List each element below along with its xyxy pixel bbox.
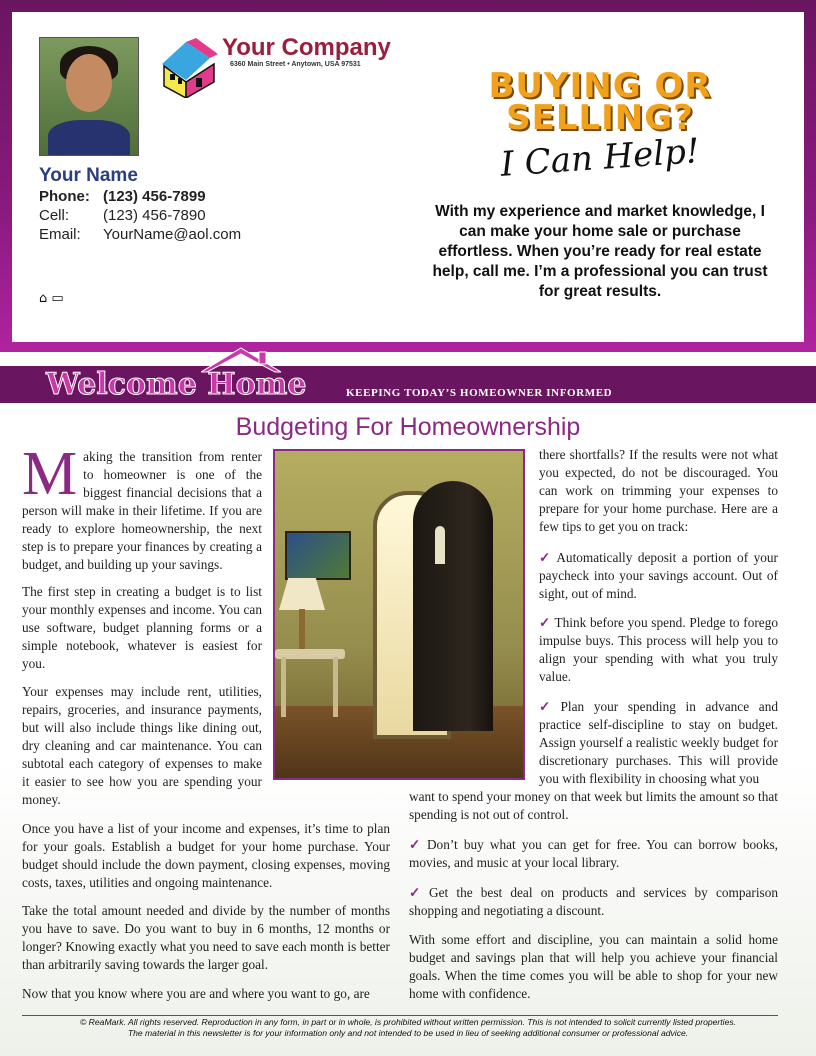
footer-divider [22, 1015, 778, 1016]
paragraph-1 [22, 440, 262, 574]
pitch-text: With my experience and market knowledge, I can make your home sale or purchase effortless. When you’re ready for real estate help, call me. I’m a professional you can trust for great results. [432, 203, 768, 300]
contact-cell [39, 207, 206, 224]
compliance-icons [39, 291, 64, 306]
tip-4 [409, 836, 778, 872]
tip-5 [409, 884, 778, 920]
contact-email [39, 226, 241, 243]
headline-script: I Can Help! [499, 131, 701, 185]
contact-value: (123) 456-7899 [103, 188, 206, 205]
paragraph-6: Now that you know where you are and where you want to go, are [22, 986, 370, 1001]
paragraph-3: Your expenses may include rent, utilities, repairs, groceries, and insurance payments, but will also include things like dining out, dry cleaning and car maintenance. You can subtotal each category of expenses to make it easier to see how you are spending your money. [22, 684, 262, 807]
contact-label: Cell: [39, 207, 70, 224]
contact-phone [39, 188, 206, 205]
doorway-photo [273, 449, 525, 780]
check-icon: ✓ [539, 615, 551, 630]
closing-paragraph: With some effort and discipline, you can maintain a solid home budget and savings plan that will help you achieve your financial goals. When the time comes you will be able to shop for your new home with confidence. [409, 932, 778, 1001]
tip-text: Get the best deal on products and services by comparison shopping and negotiating a discount. [409, 885, 778, 918]
newsletter-tagline: KEEPING TODAY’S HOMEOWNER INFORMED [346, 387, 613, 399]
article-title: Budgeting For Homeownership [235, 413, 581, 441]
tip-3 [539, 698, 778, 788]
check-icon: ✓ [409, 837, 423, 852]
equal-housing-icon: ⌂ [39, 291, 48, 306]
tip-text: Automatically deposit a portion of your paycheck into your savings account. Out of sight, out of mind. [539, 550, 778, 601]
paragraph-text: aking the transition from renter to homeowner is one of the biggest financial decisions that a person will make in their lifetime. If you are ready to explore homeownership, the next step is to prepare your finances by creating a budget, and building up your savings. [22, 449, 262, 572]
contact-label: Phone: [39, 188, 90, 205]
headline-line-2: SELLING? [506, 98, 694, 138]
newsletter-logo: Welcome Home [46, 367, 307, 402]
agent-name: Your Name [39, 165, 138, 186]
contact-value: YourName@aol.com [103, 226, 242, 243]
paragraph-5: Take the total amount needed and divide by the number of months you have to save. Do you want to buy in 6 months, 12 months or longer? Knowing exactly what you need to save each month is better than arbitrarily saving towards the larger goal. [22, 903, 390, 972]
company-address: 6360 Main Street • Anytown, USA 97531 [230, 61, 361, 68]
footer-line-2: The material in this newsletter is for your information only and not intended to be used in lieu of seeking additional consumer or professional advice. [127, 1028, 689, 1038]
drop-cap: M [22, 440, 78, 508]
tip-2 [539, 614, 778, 686]
headline [440, 66, 760, 138]
realtor-icon: ▭ [51, 291, 64, 306]
company-name: Your Company [222, 34, 391, 61]
company-logo-icon [156, 36, 222, 98]
paragraph-right-1: there shortfalls? If the results were not what you expected, do not be discouraged. You can work on trimming your expenses to prepare for your home purchase. Here are a few tips to get you on track: [539, 447, 778, 534]
tip-3-continued: want to spend your money on that week but limits the amount so that spending is not out of control. [409, 789, 778, 822]
footer-disclaimer [0, 1017, 816, 1039]
contact-label: Email: [39, 226, 81, 243]
paragraph-2: The first step in creating a budget is to list your monthly expenses and income. You can use software, budget planning forms or a simple notebook, whatever is easiest for you. [22, 584, 262, 671]
headline-line-1: BUYING OR [488, 66, 712, 106]
tip-1 [539, 549, 778, 603]
check-icon: ✓ [539, 699, 557, 714]
tip-text: Don’t buy what you can get for free. You can borrow books, movies, and music at your local library. [409, 837, 778, 870]
paragraph-4: Once you have a list of your income and expenses, it’s time to plan for your goals. Establish a budget for your home purchase. Your budget should include the down payment, closing expenses, moving costs, taxes, utilities and ongoing maintenance. [22, 821, 390, 890]
agent-photo [39, 37, 139, 156]
check-icon: ✓ [409, 885, 425, 900]
tip-text: Plan your spending in advance and practice self-discipline to stay on budget. Assign yourself a realistic weekly budget for discretionary purchases. This will provide you with flexibility in choosing what you [539, 699, 778, 786]
contact-value: (123) 456-7890 [103, 207, 206, 224]
footer-line-1: © ReaMark. All rights reserved. Reproduction in any form, in part or in whole, is prohibited without written permission. This is not intended to solicit currently listed properties. [79, 1017, 737, 1027]
tip-text: Think before you spend. Pledge to forego impulse buys. This process will help you to align your spending with what you truly value. [539, 615, 778, 684]
check-icon: ✓ [539, 550, 553, 565]
